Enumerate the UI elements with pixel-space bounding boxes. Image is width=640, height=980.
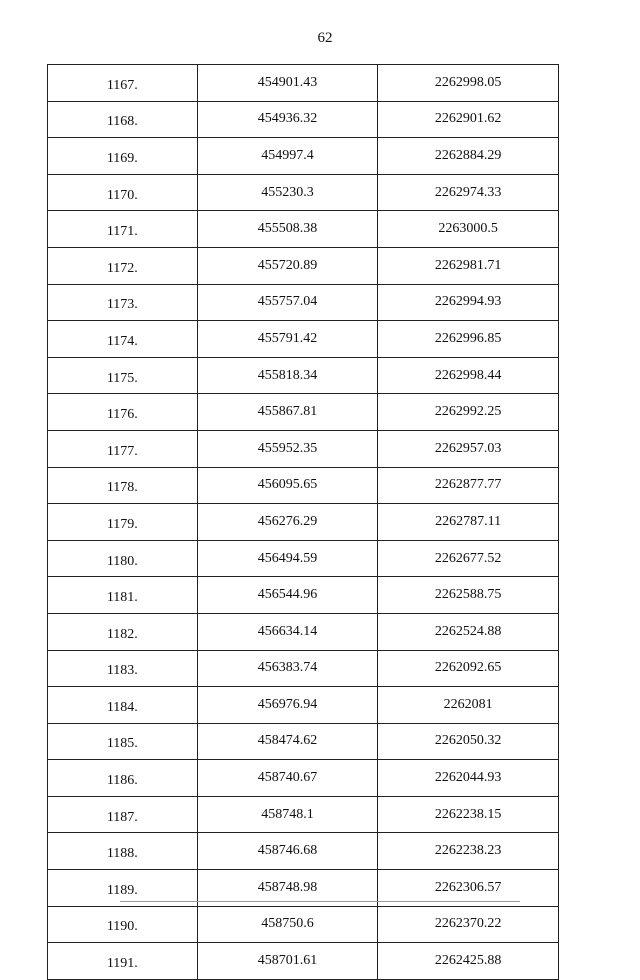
y-coordinate-cell: 2262306.57 xyxy=(378,870,559,907)
table-row xyxy=(48,613,559,650)
point-number-cell: 1182. xyxy=(48,613,198,650)
y-coordinate-cell: 2262957.03 xyxy=(378,430,559,467)
point-number-cell: 1175. xyxy=(48,357,198,394)
y-coordinate-cell: 2262050.32 xyxy=(378,723,559,760)
table-row xyxy=(48,65,559,102)
y-coordinate-cell: 2262677.52 xyxy=(378,540,559,577)
table-row xyxy=(48,687,559,724)
point-number-cell: 1173. xyxy=(48,284,198,321)
y-coordinate-cell: 2262787.11 xyxy=(378,504,559,541)
y-coordinate-cell: 2262994.93 xyxy=(378,284,559,321)
point-number-cell: 1180. xyxy=(48,540,198,577)
y-coordinate-cell: 2262998.44 xyxy=(378,357,559,394)
point-number-cell: 1188. xyxy=(48,833,198,870)
y-coordinate-cell: 2262998.05 xyxy=(378,65,559,102)
x-coordinate-cell: 456383.74 xyxy=(197,650,378,687)
y-coordinate-cell: 2262588.75 xyxy=(378,577,559,614)
x-coordinate-cell: 455791.42 xyxy=(197,321,378,358)
table-row xyxy=(48,943,559,980)
point-number-cell: 1177. xyxy=(48,430,198,467)
x-coordinate-cell: 455720.89 xyxy=(197,247,378,284)
y-coordinate-cell: 2262092.65 xyxy=(378,650,559,687)
y-coordinate-cell: 2262884.29 xyxy=(378,138,559,175)
point-number-cell: 1178. xyxy=(48,467,198,504)
point-number-cell: 1187. xyxy=(48,796,198,833)
table-row xyxy=(48,540,559,577)
y-coordinate-cell: 2262974.33 xyxy=(378,174,559,211)
y-coordinate-cell: 2262996.85 xyxy=(378,321,559,358)
x-coordinate-cell: 456095.65 xyxy=(197,467,378,504)
y-coordinate-cell: 2263000.5 xyxy=(378,211,559,248)
point-number-cell: 1169. xyxy=(48,138,198,175)
point-number-cell: 1174. xyxy=(48,321,198,358)
x-coordinate-cell: 455508.38 xyxy=(197,211,378,248)
point-number-cell: 1171. xyxy=(48,211,198,248)
point-number-cell: 1172. xyxy=(48,247,198,284)
y-coordinate-cell: 2262238.15 xyxy=(378,796,559,833)
coordinates-table-body xyxy=(48,65,559,980)
y-coordinate-cell: 2262992.25 xyxy=(378,394,559,431)
y-coordinate-cell: 2262238.23 xyxy=(378,833,559,870)
table-row xyxy=(48,906,559,943)
point-number-cell: 1167. xyxy=(48,65,198,102)
point-number-cell: 1179. xyxy=(48,504,198,541)
table-row xyxy=(48,504,559,541)
x-coordinate-cell: 454936.32 xyxy=(197,101,378,138)
x-coordinate-cell: 456976.94 xyxy=(197,687,378,724)
page-number: 62 xyxy=(317,30,333,46)
x-coordinate-cell: 458750.6 xyxy=(197,906,378,943)
x-coordinate-cell: 458740.67 xyxy=(197,760,378,797)
point-number-cell: 1184. xyxy=(48,687,198,724)
point-number-cell: 1181. xyxy=(48,577,198,614)
x-coordinate-cell: 458748.1 xyxy=(197,796,378,833)
coordinates-table xyxy=(47,64,559,980)
y-coordinate-cell: 2262981.71 xyxy=(378,247,559,284)
table-row xyxy=(48,101,559,138)
table-row xyxy=(48,174,559,211)
table-row xyxy=(48,138,559,175)
y-coordinate-cell: 2262425.88 xyxy=(378,943,559,980)
point-number-cell: 1191. xyxy=(48,943,198,980)
x-coordinate-cell: 455818.34 xyxy=(197,357,378,394)
point-number-cell: 1185. xyxy=(48,723,198,760)
x-coordinate-cell: 456276.29 xyxy=(197,504,378,541)
point-number-cell: 1183. xyxy=(48,650,198,687)
table-row xyxy=(48,357,559,394)
y-coordinate-cell: 2262044.93 xyxy=(378,760,559,797)
table-row xyxy=(48,247,559,284)
x-coordinate-cell: 458746.68 xyxy=(197,833,378,870)
y-coordinate-cell: 2262901.62 xyxy=(378,101,559,138)
table-row xyxy=(48,577,559,614)
x-coordinate-cell: 456494.59 xyxy=(197,540,378,577)
table-row xyxy=(48,321,559,358)
x-coordinate-cell: 455952.35 xyxy=(197,430,378,467)
table-row xyxy=(48,723,559,760)
point-number-cell: 1176. xyxy=(48,394,198,431)
point-number-cell: 1189. xyxy=(48,870,198,907)
y-coordinate-cell: 2262081 xyxy=(378,687,559,724)
table-row xyxy=(48,760,559,797)
table-row xyxy=(48,796,559,833)
point-number-cell: 1186. xyxy=(48,760,198,797)
x-coordinate-cell: 458701.61 xyxy=(197,943,378,980)
point-number-cell: 1190. xyxy=(48,906,198,943)
x-coordinate-cell: 458474.62 xyxy=(197,723,378,760)
table-row xyxy=(48,650,559,687)
x-coordinate-cell: 454997.4 xyxy=(197,138,378,175)
scan-artifact-line xyxy=(120,901,520,902)
x-coordinate-cell: 455230.3 xyxy=(197,174,378,211)
x-coordinate-cell: 456634.14 xyxy=(197,613,378,650)
x-coordinate-cell: 458748.98 xyxy=(197,870,378,907)
x-coordinate-cell: 454901.43 xyxy=(197,65,378,102)
table-row xyxy=(48,430,559,467)
table-row xyxy=(48,467,559,504)
y-coordinate-cell: 2262877.77 xyxy=(378,467,559,504)
x-coordinate-cell: 456544.96 xyxy=(197,577,378,614)
x-coordinate-cell: 455867.81 xyxy=(197,394,378,431)
y-coordinate-cell: 2262370.22 xyxy=(378,906,559,943)
x-coordinate-cell: 455757.04 xyxy=(197,284,378,321)
table-row xyxy=(48,284,559,321)
table-row xyxy=(48,211,559,248)
point-number-cell: 1168. xyxy=(48,101,198,138)
table-row xyxy=(48,833,559,870)
y-coordinate-cell: 2262524.88 xyxy=(378,613,559,650)
table-row xyxy=(48,394,559,431)
point-number-cell: 1170. xyxy=(48,174,198,211)
